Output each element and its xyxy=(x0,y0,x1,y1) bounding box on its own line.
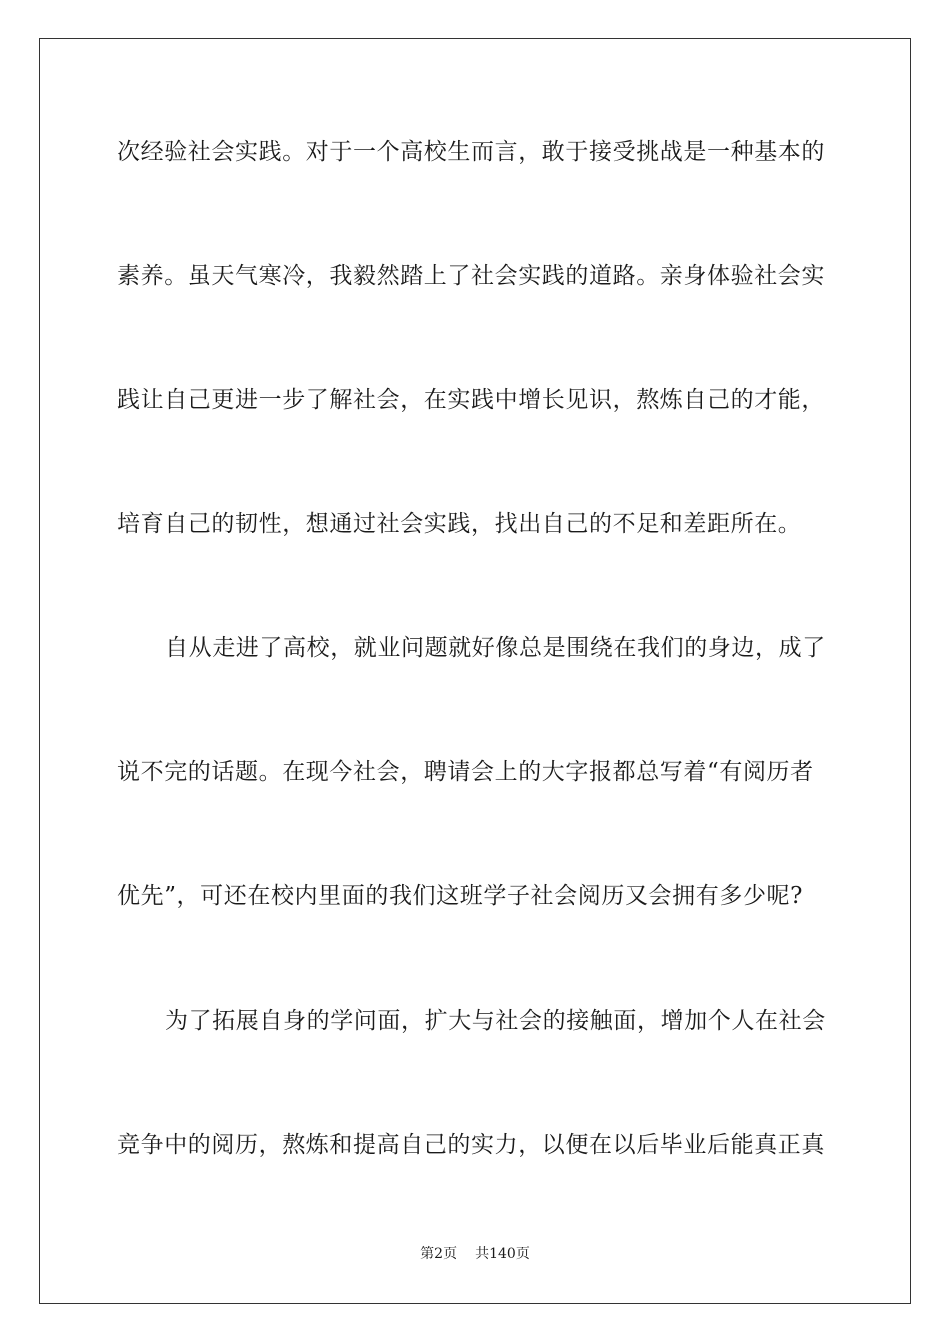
text-line: 培育自己的韧性，想通过社会实践，找出自己的不足和差距所在。 xyxy=(117,511,802,537)
text-line: 践让自己更进一步了解社会，在实践中增长见识，熬炼自己的才能， xyxy=(117,387,825,413)
page-frame xyxy=(39,38,911,1304)
text-line-paragraph-start: 为了拓展自身的学问面，扩大与社会的接触面，增加个人在社会 xyxy=(165,1008,826,1034)
text-line: 优先”，可还在校内里面的我们这班学子社会阅历又会拥有多少呢? xyxy=(117,883,804,909)
text-line: 说不完的话题。在现今社会，聘请会上的大字报都总写着“有阅历者 xyxy=(117,759,814,785)
text-line-paragraph-start: 自从走进了高校，就业问题就好像总是围绕在我们的身边，成了 xyxy=(165,635,826,661)
text-line: 竞争中的阅历，熬炼和提高自己的实力，以便在以后毕业后能真正真 xyxy=(117,1132,825,1158)
page-number: 第2页 xyxy=(420,1246,458,1262)
text-line: 次经验社会实践。对于一个高校生而言，敢于接受挑战是一种基本的 xyxy=(117,139,825,165)
page-footer xyxy=(0,1245,950,1263)
text-line: 素养。虽天气寒冷，我毅然踏上了社会实践的道路。亲身体验社会实 xyxy=(117,263,825,289)
total-pages: 共140页 xyxy=(475,1246,530,1262)
